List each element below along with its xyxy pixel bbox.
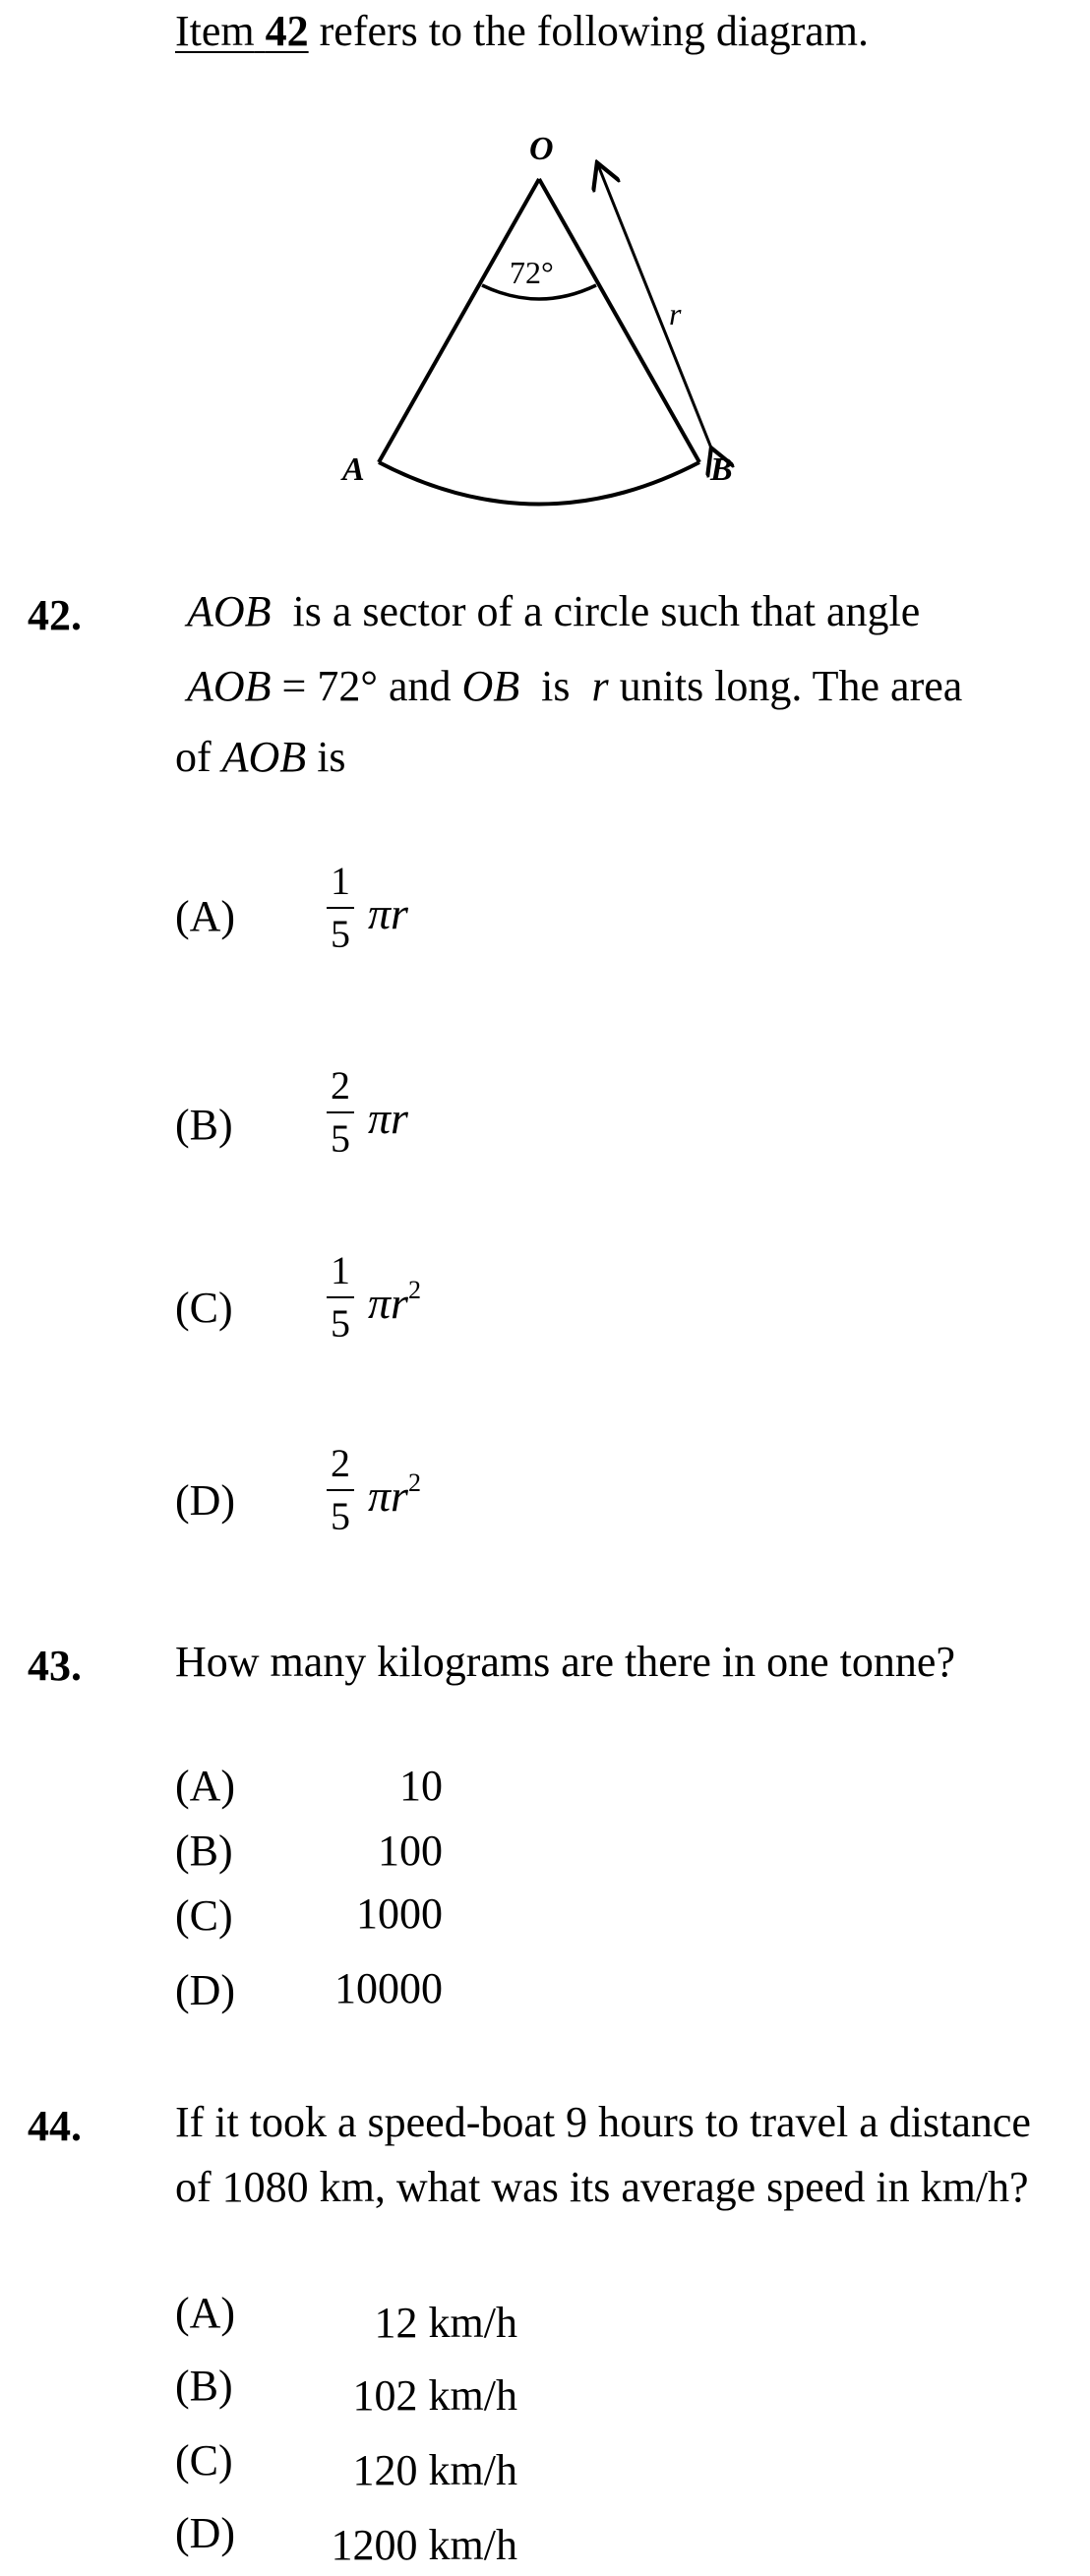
option-value: 1000 <box>356 1889 443 1938</box>
q43-question: How many kilograms are there in one tonne? <box>175 1638 955 1686</box>
radius-oa <box>379 179 539 462</box>
option-expression: $\pi r^2$ <box>368 1468 421 1521</box>
option-label: (D) <box>175 1476 236 1525</box>
option-label: (D) <box>175 2509 236 2557</box>
option-value: 12 km/h <box>374 2299 517 2347</box>
option-value: 10 <box>399 1762 443 1810</box>
option-label: (A) <box>175 2289 236 2337</box>
fraction: $\frac{1}{5}$ <box>327 1251 354 1344</box>
intro-text: refers to the following diagram. <box>319 7 870 55</box>
option-label: (D) <box>175 1966 236 2014</box>
option-label: (A) <box>175 1762 236 1810</box>
option-expression: πr <box>368 1093 408 1143</box>
arc-ab <box>379 462 699 505</box>
fraction: $\frac{2}{5}$ <box>327 1444 354 1536</box>
option-label: (B) <box>175 1101 233 1149</box>
radius-arrow <box>598 165 712 450</box>
label-a: A <box>342 451 365 488</box>
label-b: B <box>710 451 733 488</box>
option-value: 1200 km/h <box>331 2521 517 2569</box>
option-label: (B) <box>175 1827 233 1875</box>
option-value: 102 km/h <box>352 2371 517 2420</box>
q42-line3: of AOB is <box>175 733 346 781</box>
q44-line1: If it took a speed-boat 9 hours to travel a distance <box>175 2098 1031 2146</box>
fraction: $\frac{2}{5}$ <box>327 1066 354 1159</box>
angle-label: 72° <box>510 255 554 290</box>
q42-line1: AOB is a sector of a circle such that angle <box>187 587 921 635</box>
option-label: (C) <box>175 2436 233 2485</box>
option-label: (A) <box>175 892 236 940</box>
q42-line2: AOB = 72° and OB is r units long. The area <box>187 662 963 710</box>
option-label: (C) <box>175 1284 233 1332</box>
fraction: $\frac{1}{5}$ <box>327 862 354 954</box>
option-label: (B) <box>175 2362 233 2410</box>
option-expression: πr <box>368 888 408 938</box>
q42-number: 42. <box>28 591 82 639</box>
radius-label: r <box>669 296 682 331</box>
option-expression: $\pi r^2$ <box>368 1275 421 1328</box>
label-o: O <box>529 131 554 167</box>
option-value: 10000 <box>334 1964 443 2012</box>
q43-number: 43. <box>28 1642 82 1690</box>
q44-number: 44. <box>28 2102 82 2150</box>
option-value: 100 <box>378 1827 443 1875</box>
q44-line2: of 1080 km, what was its average speed in km/h? <box>175 2163 1029 2211</box>
option-label: (C) <box>175 1891 233 1940</box>
intro-line <box>175 7 870 55</box>
option-value: 120 km/h <box>352 2446 517 2494</box>
intro-item-ref: Item 42 <box>175 7 309 55</box>
sector-diagram <box>325 128 787 521</box>
